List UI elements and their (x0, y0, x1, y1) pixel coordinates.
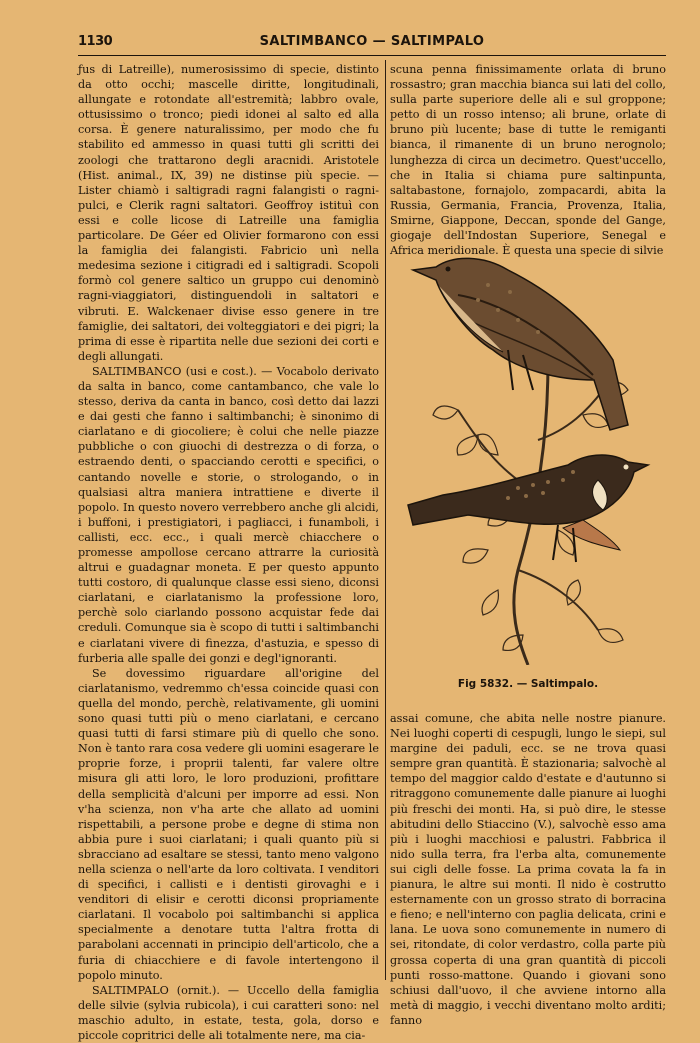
page-header (78, 34, 666, 52)
paragraph-ciarlatanismo: Se dovessimo riguardare all'origine del ciarlatanismo, vedremmo ch'essa coincide quasi con quella del mondo, perchè, relativamente, gli uomini sono quasi tutti più o meno ciarlatani, e cercano quasi tutti di farsi stimare più di quello che sono. Non è tanto rara cosa vedere gli uomini esagerare le proprie forze, i proprii talenti, far valere oltre misura gli atti loro, le loro produzioni, profittare della semplicità d'alcuni per imporre ad essi. Non v'ha scienza, non v'ha arte che allato ad uomini rispettabili, a persone probe e degne di stima non abbia pure i suoi ciarlatani; i quali quanto più si sbracciano ad esaltare se stessi, tanto meno valgono nella scienza o nell'arte da loro coltivata. I venditori di specifici, i callisti e i dentisti girovaghi e i venditori di elisir e cerotti diconsi propriamente ciarlatani. Il vocabolo poi saltimbanchi si applica specialmente a denotare tutta l'altra frotta di parabolani accennati in principio dell'articolo, che a furia di chiacchiere e di favole intertengono il popolo minuto. (78, 666, 379, 982)
running-title: SALTIMBANCO — SALTIMPALO (259, 34, 485, 49)
page-number: 1130 (78, 34, 113, 49)
paragraph-saltimpalo-description: scuna penna finissimamente orlata di bruno rossastro; gran macchia bianca sui lati del collo, sulla parte superiore delle ali e sul groppone; petto di un rosso intenso; ali brune, orlate di bruno più lucente; base di tutte le remiganti bianca, il rimanente di un bruno nerognolo; lunghezza di circa un decimetro. Quest'uccello, che in Italia si chiama pure saltinpunta, saltabastone, fornajolo, zompacardi, abita la Russia, Germania, Francia, Provenza, Italia, Smirne, Giappone, Deccan, sponde del Gange, giogaje dell'Indostan Superiore, Senegal e Africa meridionale. È questa una specie di silvie (390, 63, 666, 258)
header-rule (78, 55, 666, 56)
figure-caption: Fig 5832. — Saltimpalo. (457, 678, 599, 690)
bird-illustration-icon (398, 240, 660, 665)
right-column-bottom (390, 711, 666, 1028)
right-column-top (390, 62, 666, 258)
entry-saltimbanco: SALTIMBANCO (usi e cost.). — Vocabolo derivato da salta in banco, come cantambanco, che vale lo stesso, deriva da canta in banco, così detto dai lazzi e dai gesti che fanno i saltimbanchi; è sinonimo di ciarlatano e di giocoliere; è colui che nelle piazze pubbliche o con giuochi di destrezza o di forza, o estraendo denti, o spacciando cerotti e specifici, o cantando novelle e storie, o strologando, o in qualsiasi altra maniera intrattiene e diverte il popolo. In questo novero verrebbero anche gli alcidi, i buffoni, i prestigiatori, i pagliacci, i funamboli, i callisti, ecc. ecc., i quali mercè chiacchere o promesse ampollose cercano attrarre la curiosità altrui e guadagnar moneta. E per questo appunto tutti costoro, di qualunque classe essi sieno, diconsi ciarlatani, e ciarlatanismo la professione loro, perchè solo ciarlando possono acquistar fede dai creduli. Comunque sia è scopo di tutti i saltimbanchi e ciarlatani vivere di finezza, d'astuzia, e spesso di furberia alle spalle dei gonzi e degl'ignoranti. (78, 364, 379, 665)
paragraph-saltimpalo-habits: assai comune, che abita nelle nostre pianure. Nei luoghi coperti di cespugli, lungo le siepi, sul margine dei paduli, ecc. se ne trova quasi sempre gran quantità. È stazionaria; salvochè al tempo del maggior caldo d'estate e d'autunno si ritraggono comunemente dalle pianure ai luoghi più freschi dei monti. Ha, si può dire, le stesse abitudini dello Stiaccino (V.), salvochè esso ama più i luoghi macchiosi e palustri. Fabbrica il nido sulla terra, fra l'erba alta, comunemente sui cigli delle fosse. La prima covata la fa in pianura, le altre sui monti. Il nido è costrutto esternamente con un grosso strato di borracina e fieno; e nell'interno con paglia delicata, crini e lana. Le uova sono comunemente in numero di sei, ritondate, di color verdastro, colla parte più grossa coperta di una gran quantità di piccoli punti rosso-mattone. Quando i giovani sono schiusi dall'uovo, il che avviene intorno alla metà di maggio, i vecchi diventano molto arditi; fanno (390, 712, 666, 1027)
entry-saltimpalo: SALTIMPALO (ornit.). — Uccello della famiglia delle silvie (sylvia rubicola), i cui caratteri sono: nel maschio adulto, in estate, testa, gola, dorso e piccole copritrici delle ali totalmente nere, ma cia- (78, 983, 379, 1042)
left-column (78, 62, 379, 1043)
paragraph-saltigrade: ƒus di Latreille), numerosissimo di specie, distinto da otto occhi; mascelle diritte, longitudinali, allungate e rotondate all'estremità; labbro ovale, ottusissimo o tronco; piedi idonei al salto ed alla corsa. È genere naturalissimo, per modo che fu stabilito ed ammesso in quasi tutti gli scritti dei zoologi che trattarono degli aracnidi. Aristotele (Hist. animal., IX, 39) ne distinse più specie. — Lister chiamò i saltigradi ragni falangisti o ragni-pulci, e Clerik ragni saltatori. Geoffroy istituì con essi e colle licose di Latreille una famiglia particolare. De Géer ed Olivier formarono con essi la famiglia dei falangisti. Fabricio unì nella medesima sezione i citigradi ed i saltigradi. Scopoli formò col genere saltico un gruppo cui denominò ragni-viaggiatori, distinguendoli in saltatori e vibruti. E. Walckenaer divise esso genere in tre famiglie, dei saltatori, dei volteggiatori e dei pigri; la prima di esse è ripartita nelle due sezioni dei corti e degli allungati. (78, 63, 379, 363)
column-divider (385, 60, 386, 980)
